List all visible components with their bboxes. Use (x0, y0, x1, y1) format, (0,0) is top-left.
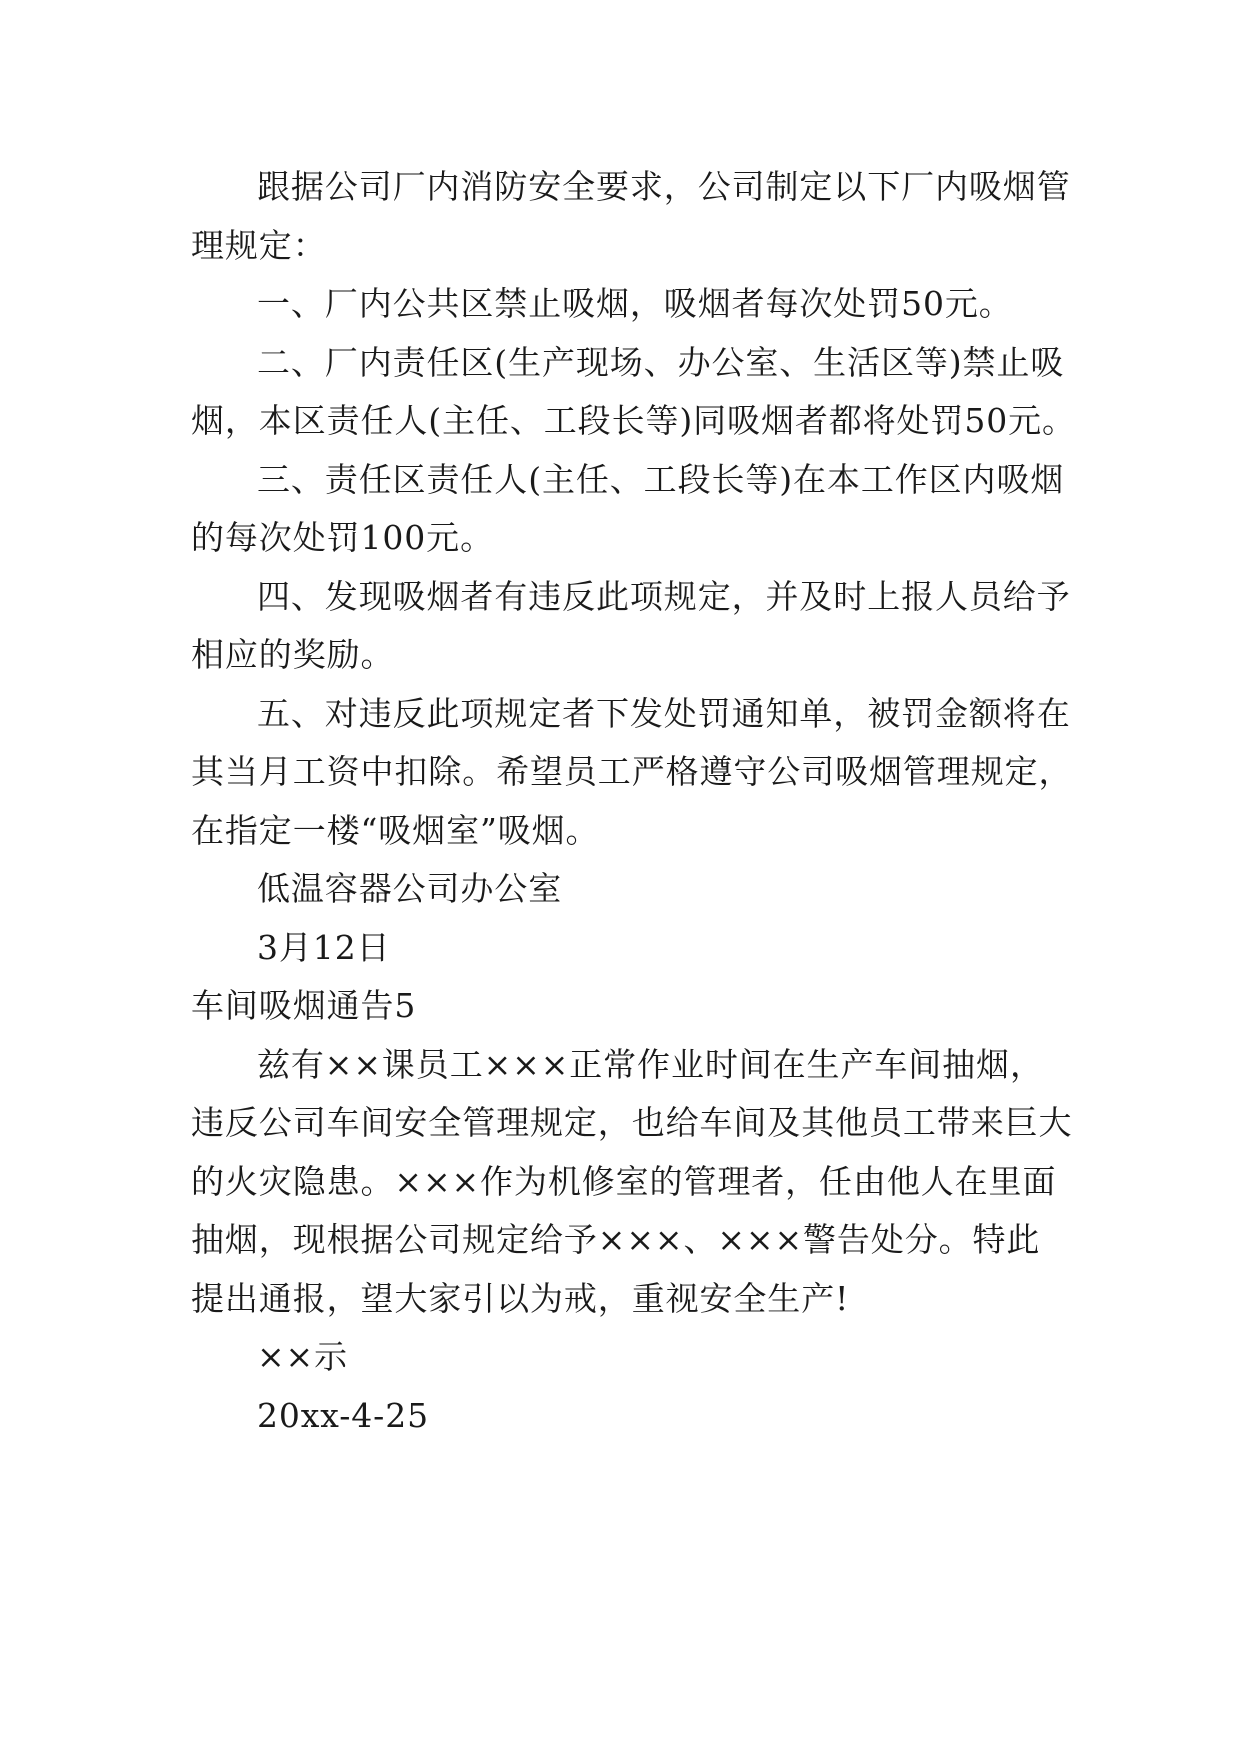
document-body (191, 158, 1076, 1445)
signature-date: 20xx-4-25 (257, 1395, 430, 1435)
text-line: 兹有××课员工×××正常作业时间在生产车间抽烟， (257, 1044, 1044, 1084)
text-line: 的每次处罚100元。 (191, 518, 494, 557)
text-line: 相应的奖励。 (191, 635, 395, 674)
section-heading: 车间吸烟通告5 (191, 986, 417, 1025)
text-line: 违反公司车间安全管理规定，也给车间及其他员工带来巨大 (191, 1103, 1073, 1142)
signature-name: ××示 (257, 1337, 349, 1376)
text-line: 跟据公司厂内消防安全要求，公司制定以下厂内吸烟管 (257, 167, 1071, 206)
text-line: 四、发现吸烟者有违反此项规定，并及时上报人员给予 (257, 576, 1071, 616)
text-line: 理规定： (191, 225, 327, 265)
text-line: 提出通报，望大家引以为戒，重视安全生产! (191, 1278, 850, 1318)
text-line: 二、厂内责任区(生产现场、办公室、生活区等)禁止吸 (257, 342, 1065, 382)
signature-org: 低温容器公司办公室 (257, 869, 563, 908)
text-line: 五、对违反此项规定者下发处罚通知单，被罚金额将在 (257, 693, 1071, 733)
text-line: 一、厂内公共区禁止吸烟，吸烟者每次处罚50元。 (257, 284, 1013, 323)
text-line: 其当月工资中扣除。希望员工严格遵守公司吸烟管理规定， (191, 752, 1073, 791)
text-line: 的火灾隐患。×××作为机修室的管理者，任由他人在里面 (191, 1161, 1057, 1201)
signature-date: 3月12日 (257, 927, 391, 967)
text-line: 抽烟，现根据公司规定给予×××、×××警告处分。特此 (191, 1220, 1041, 1259)
text-line: 烟，本区责任人(主任、工段长等)同吸烟者都将处罚50元。 (191, 401, 1076, 440)
text-line: 在指定一楼“吸烟室”吸烟。 (191, 810, 600, 850)
text-line: 三、责任区责任人(主任、工段长等)在本工作区内吸烟 (257, 459, 1065, 499)
